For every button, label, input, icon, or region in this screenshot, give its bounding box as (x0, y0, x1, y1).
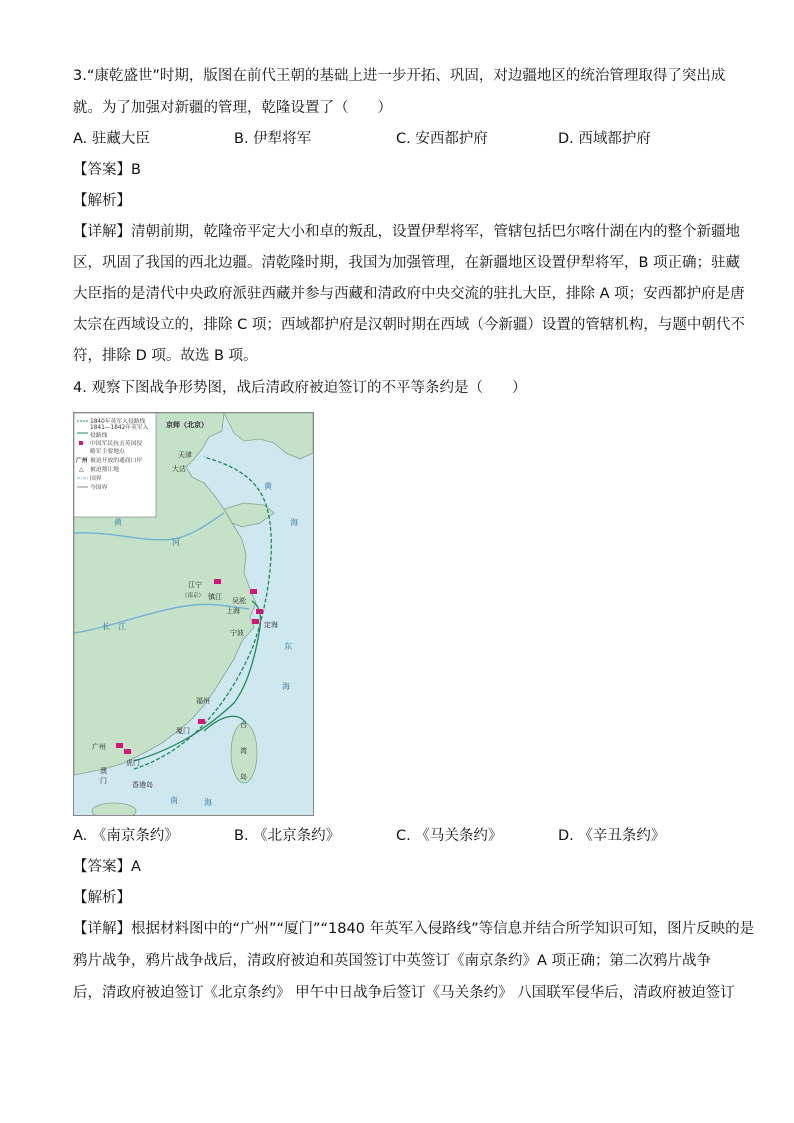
q3-detail-line-4: 太宗在西域设立的，排除 C 项；西域都护府是汉朝时期在西域（今新疆）设置的管辖机构，与题中朝代不 (73, 317, 745, 333)
q3-detail-line-3: 大臣指的是清代中央政府派驻西藏并参与西藏和清政府中央交流的驻扎大臣，排除 A 项；安西都护府是唐 (73, 286, 745, 302)
q4-analysis-label: 【解析】 (73, 890, 131, 906)
label-huanghai: 黄 (264, 482, 272, 491)
place-jingshi: 京师（北京） (166, 421, 208, 429)
q3-detail-line-2: 区，巩固了我国的西北边疆。清乾隆时期，我国为加强管理，在新疆地区设置伊犁将军，B 项正确；驻藏 (73, 255, 741, 271)
q3-option-b: B. 伊犁将军 (234, 131, 312, 147)
label-hai-3: 海 (204, 798, 212, 807)
place-dagu: 大沽 (172, 465, 186, 473)
legend-treaty-port: 被迫开放的通商口岸 (90, 458, 143, 464)
legend-resistance-2: 略军主要地点 (90, 449, 125, 455)
q4-option-a: A. 《南京条约》 (73, 828, 179, 844)
place-wusong: 吴淞 (232, 597, 246, 605)
label-hai-1: 海 (290, 518, 298, 527)
place-aomen-2: 门 (100, 777, 107, 785)
flag-icon (252, 619, 259, 624)
place-aomen-1: 澳 (100, 767, 107, 775)
label-hai-2: 海 (282, 682, 290, 691)
q4-option-b: B. 《北京条约》 (234, 828, 341, 844)
label-dong: 东 (284, 642, 292, 651)
q3-option-a: A. 驻藏大臣 (73, 131, 150, 147)
q3-stem-line-1: 3.“康乾盛世”时期，版图在前代王朝的基础上进一步开拓、巩固，对边疆地区的统治管理取得了突出成 (73, 68, 726, 84)
place-xianggang: 香港岛 (132, 781, 153, 789)
place-guangzhou: 广州 (92, 743, 106, 751)
q3-detail-line-1: 【详解】清朝前期，乾隆帝平定大小和卓的叛乱，设置伊犁将军，管辖包括巴尔喀什湖在内的整个新疆地 (73, 224, 740, 240)
legend-border: 国界 (90, 476, 102, 482)
q4-detail-line-2: 鸦片战争，鸦片战争战后，清政府被迫和英国签订中英签订《南京条约》A 项正确；第二次鸦片战争 (73, 953, 712, 969)
flag-icon (116, 743, 123, 748)
q4-option-c: C. 《马关条约》 (396, 828, 503, 844)
flag-icon (250, 589, 257, 594)
label-he: 河 (172, 538, 180, 547)
q3-analysis-label: 【解析】 (73, 193, 131, 209)
q3-option-d: D. 西域都护府 (558, 131, 651, 147)
q3-stem-line-2: 就。为了加强对新疆的管理，乾隆设置了（ ） (73, 100, 392, 116)
hainan-edge (92, 803, 136, 815)
place-zhenjiang: 镇江 (208, 593, 222, 601)
legend-resistance: 中国军民抗击英国侵 (90, 441, 143, 447)
place-fuzhou: 福州 (196, 697, 210, 705)
q4-stem: 4. 观察下图战争形势图，战后清政府被迫签订的不平等条约是（ ） (73, 380, 527, 396)
opium-war-map (73, 412, 314, 816)
q3-option-c: C. 安西都护府 (396, 131, 488, 147)
flag-icon (198, 719, 205, 724)
legend-guangzhou: 广州 (76, 458, 88, 464)
place-humen: 虎门 (126, 759, 140, 767)
flag-icon (256, 609, 263, 614)
legend-1841-route: 1841—1842年英军入 (90, 425, 149, 431)
q4-answer: 【答案】A (73, 859, 141, 875)
legend-ceded-land: 被迫割让地 (90, 467, 119, 473)
legend-1841-route-2: 侵路线 (90, 433, 108, 439)
place-ningbo: 宁波 (230, 629, 244, 637)
flag-icon (214, 579, 221, 584)
legend-1840-route: 1840年英军入侵路线 (90, 419, 146, 425)
place-shanghai: 上海 (226, 607, 240, 615)
label-nan: 南 (170, 796, 178, 805)
place-taiwan-1: 台 (240, 721, 247, 729)
legend-current-border: 今国界 (90, 485, 108, 491)
flag-icon (124, 749, 131, 754)
place-dinghai: 定海 (264, 621, 278, 629)
q4-option-d: D. 《辛丑条约》 (558, 828, 666, 844)
place-nanjing: （南京） (182, 593, 205, 599)
place-jiangning: 江宁 (188, 581, 202, 589)
q3-detail-line-5: 符，排除 D 项。故选 B 项。 (73, 348, 258, 364)
flag-icon (79, 441, 83, 445)
place-taiwan-3: 岛 (240, 773, 247, 781)
q4-detail-line-1: 【详解】根据材料图中的“广州”“厦门”“1840 年英军入侵路线”等信息并结合所学知识可知，图片反映的是 (73, 921, 755, 937)
place-xiamen: 厦门 (176, 727, 190, 735)
place-taiwan-2: 湾 (240, 747, 247, 755)
triangle-icon: △ (79, 466, 84, 473)
place-tianjin: 天津 (178, 451, 192, 459)
liaodong-land (224, 413, 313, 459)
q3-answer: 【答案】B (73, 162, 141, 178)
label-changjiang: 长 江 (102, 622, 126, 631)
q4-detail-line-3: 后，清政府被迫签订《北京条约》 甲午中日战争后签订《马关条约》 八国联军侵华后，清政府被迫签订 (73, 985, 735, 1001)
label-huang: 黄 (114, 518, 122, 527)
